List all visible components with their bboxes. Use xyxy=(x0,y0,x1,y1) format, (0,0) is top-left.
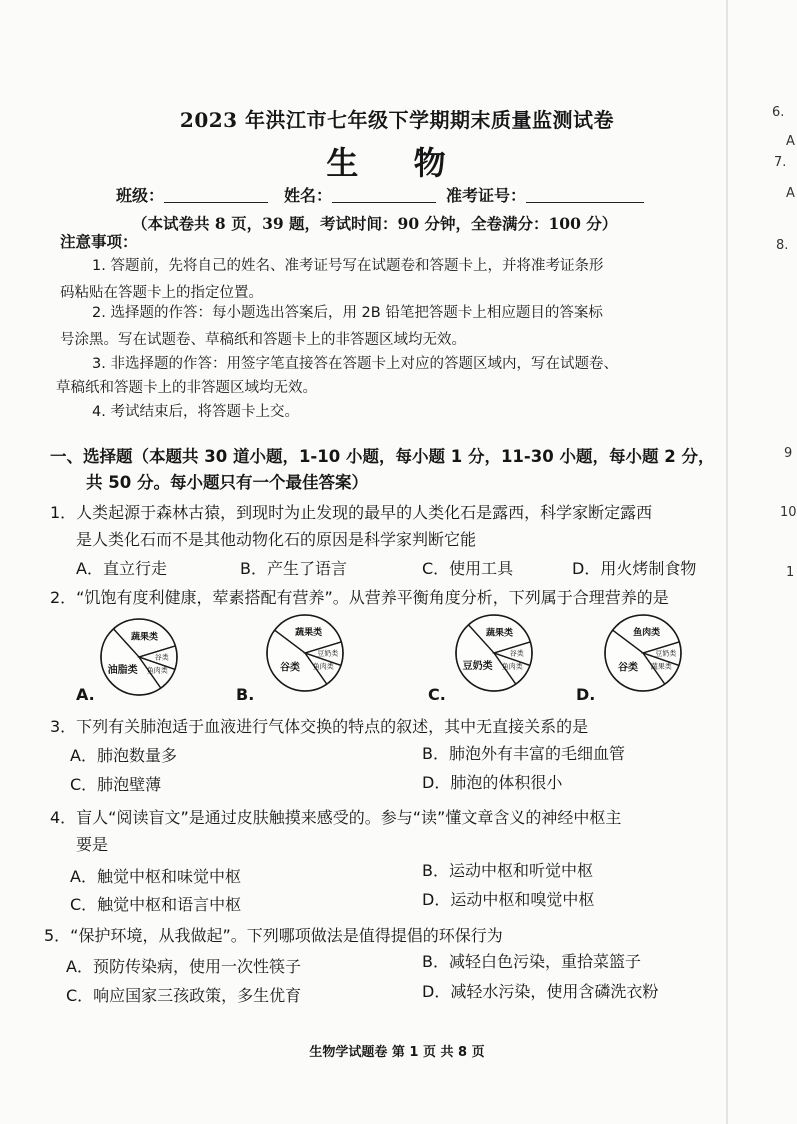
exam-number-field xyxy=(446,183,644,206)
question-2-stem: 2．“饥饱有度利健康，荤素搭配有营养”。从营养平衡角度分析，下列属于合理营养的是 xyxy=(50,588,669,607)
next-page-fragment: 10 xyxy=(780,505,797,520)
exam-title: 2023 年洪江市七年级下学期期末质量监测试卷 xyxy=(179,108,615,132)
section-heading-line-1: 一、选择题（本题共 30 道小题，1-10 小题，每小题 1 分，11-30 小题，每小题 2 分， xyxy=(50,447,715,466)
question-5-option-a: A．预防传染病，使用一次性筷子 xyxy=(66,957,301,976)
pie-slice-label: 鱼肉类 xyxy=(146,666,168,675)
question-3-option-b: B．肺泡外有丰富的毛细血管 xyxy=(422,744,625,763)
question-4-option-a: A．触觉中枢和味觉中枢 xyxy=(70,867,241,886)
name-label: 姓名： xyxy=(284,186,333,205)
pie-slice-label: 油脂类 xyxy=(107,665,138,677)
subject-title: 生 物 xyxy=(326,144,468,182)
next-page-fragment: A xyxy=(786,134,795,149)
pie-slice-label: 蔬果类 xyxy=(650,662,672,671)
note-3-line-2: 草稿纸和答题卡上的非答题区域均无效。 xyxy=(56,380,317,396)
question-5-option-b: B．减轻白色污染，重拾菜篮子 xyxy=(422,952,641,971)
pie-chart-d xyxy=(601,611,685,695)
pie-slice-label: 蔬果类 xyxy=(131,632,159,643)
pie-slice-label: 豆奶类 xyxy=(655,649,677,658)
class-field xyxy=(116,183,268,206)
question-5-option-c: C．响应国家三孩政策，多生优育 xyxy=(66,986,302,1005)
pie-chart-c xyxy=(452,611,536,695)
pie-slice-label: 谷类 xyxy=(617,662,638,674)
question-1-stem-line-2: 是人类化石而不是其他动物化石的原因是科学家判断它能 xyxy=(76,530,477,549)
question-4-option-b: B．运动中枢和听觉中枢 xyxy=(422,861,593,880)
question-3-option-c: C．肺泡壁薄 xyxy=(70,775,162,794)
question-4-option-c: C．触觉中枢和语言中枢 xyxy=(70,895,242,914)
question-1-stem-line-1: 1．人类起源于森林古猿，到现时为止发现的最早的人类化石是露西，科学家断定露西 xyxy=(50,503,653,522)
question-1-option-d: D．用火烤制食物 xyxy=(572,559,697,578)
pie-slice-label: 豆奶类 xyxy=(462,661,493,673)
question-2-option-d-letter: D. xyxy=(576,685,596,704)
pie-chart-b xyxy=(263,611,347,695)
pie-slice-label: 蔬果类 xyxy=(486,628,514,639)
pie-slice-label: 鱼肉类 xyxy=(501,662,523,671)
question-1-option-b: B．产生了语言 xyxy=(240,559,347,578)
next-page-fragment: 7. xyxy=(774,155,787,170)
pie-slice-label: 谷类 xyxy=(509,649,524,658)
page-footer: 生物学试题卷 第 1 页 共 8 页 xyxy=(309,1045,485,1060)
pie-slice-label: 豆奶类 xyxy=(317,649,339,658)
next-page-fragment: 9 xyxy=(784,446,793,461)
next-page-fragment: 1 xyxy=(786,565,795,580)
note-2-line-2: 号涂黑。写在试题卷、草稿纸和答题卡上的非答题区域均无效。 xyxy=(60,332,466,348)
question-4-stem-line-2: 要是 xyxy=(76,835,109,854)
pie-slice-label: 谷类 xyxy=(279,662,300,674)
exam-number-blank xyxy=(526,186,644,203)
question-1-option-a: A．直立行走 xyxy=(76,559,167,578)
question-2-option-a-letter: A. xyxy=(76,685,95,704)
name-field xyxy=(284,183,436,206)
class-label: 班级： xyxy=(116,186,165,205)
name-blank xyxy=(332,186,436,203)
note-2-line-1: 2. 选择题的作答：每小题选出答案后，用 2B 铅笔把答题卡上相应题目的答案标 xyxy=(92,305,603,321)
question-5-stem: 5．“保护环境，从我做起”。下列哪项做法是值得提倡的环保行为 xyxy=(44,926,503,945)
question-3-stem: 3．下列有关肺泡适于血液进行气体交换的特点的叙述，其中无直接关系的是 xyxy=(50,717,589,736)
next-page-fragment: 6. xyxy=(772,105,785,120)
paper-info: （本试卷共 8 页，39 题，考试时间：90 分钟，全卷满分：100 分） xyxy=(132,214,618,233)
question-4-stem-line-1: 4．盲人“阅读盲文”是通过皮肤触摸来感受的。参与“读”懂文章含义的神经中枢主 xyxy=(50,808,622,827)
pie-chart-a xyxy=(97,615,181,699)
question-1-option-c: C．使用工具 xyxy=(422,559,514,578)
note-4: 4. 考试结束后，将答题卡上交。 xyxy=(92,404,299,420)
pie-slice-label: 谷类 xyxy=(154,653,169,662)
question-3-option-d: D．肺泡的体积很小 xyxy=(422,773,563,792)
question-3-option-a: A．肺泡数量多 xyxy=(70,746,177,765)
question-2-option-c-letter: C. xyxy=(428,685,446,704)
pie-slice-label: 鱼肉类 xyxy=(312,662,334,671)
next-page-fragment: 8. xyxy=(776,238,789,253)
next-page-fragment: A xyxy=(786,186,795,201)
notes-title: 注意事项： xyxy=(60,232,138,251)
note-3-line-1: 3. 非选择题的作答：用签字笔直接答在答题卡上对应的答题区域内，写在试题卷、 xyxy=(92,356,618,372)
question-4-option-d: D．运动中枢和嗅觉中枢 xyxy=(422,890,595,909)
pie-slice-label: 蔬果类 xyxy=(295,627,323,638)
note-1-line-1: 1. 答题前，先将自己的姓名、准考证号写在试题卷和答题卡上，并将准考证条形 xyxy=(92,258,604,274)
question-2-option-b-letter: B. xyxy=(236,685,255,704)
section-heading-line-2: 共 50 分。每小题只有一个最佳答案） xyxy=(86,473,368,492)
exam-number-label: 准考证号： xyxy=(446,186,527,205)
question-5-option-d: D．减轻水污染，使用含磷洗衣粉 xyxy=(422,982,659,1001)
class-blank xyxy=(164,186,268,203)
pie-slice-label: 鱼肉类 xyxy=(633,627,661,638)
note-1-line-2: 码粘贴在答题卡上的指定位置。 xyxy=(60,285,263,301)
